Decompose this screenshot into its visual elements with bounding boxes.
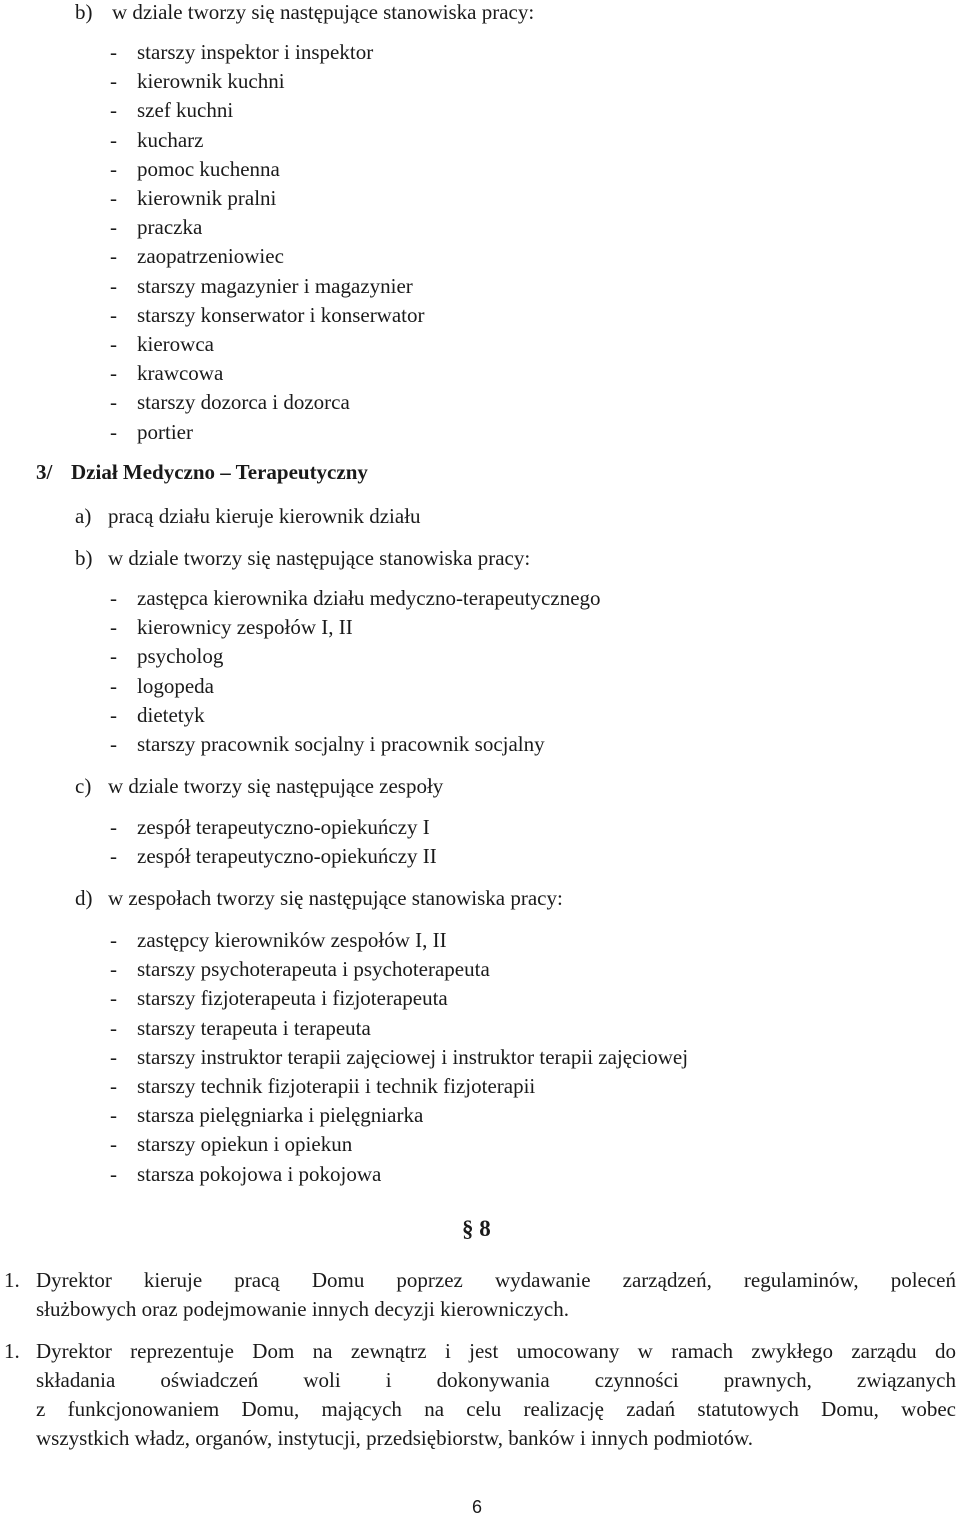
list-item: starszy psychoterapeuta i psychoterapeuta	[137, 957, 490, 982]
list-item: starszy dozorca i dozorca	[137, 390, 350, 415]
point-line: Dyrektor kieruje pracą Domu poprzez wydawanie zarządzeń, regulaminów, poleceń	[36, 1268, 956, 1292]
list-item: pomoc kuchenna	[137, 156, 280, 181]
list-dash: -	[110, 986, 117, 1011]
dzial3-d-text: w zespołach tworzy się następujące stanowiska pracy:	[108, 886, 563, 910]
list-dash: -	[110, 390, 117, 415]
list-dash: -	[110, 186, 117, 210]
point-line: wszystkich władz, organów, instytucji, przedsiębiorstw, banków i innych podmiotów.	[36, 1426, 753, 1450]
dzial3-d-marker: d)	[75, 886, 93, 910]
list-dash: -	[110, 1044, 117, 1069]
list-item: szef kuchni	[137, 98, 234, 123]
list-item: zespół terapeutyczno-opiekuńczy II	[137, 844, 437, 869]
list-dash: -	[110, 302, 117, 327]
dzial3-number: 3/	[36, 460, 53, 484]
paragraph8-point-1	[4, 1266, 956, 1324]
dzial3-a-text: pracą działu kieruje kierownik działu	[108, 504, 421, 528]
point-number: 1.	[4, 1268, 20, 1292]
list-item: kierownik pralni	[137, 186, 277, 210]
list-dash: -	[110, 644, 117, 669]
list-dash: -	[110, 615, 117, 640]
list-item: portier	[137, 419, 193, 444]
list-dash: -	[110, 1015, 117, 1040]
list-dash: -	[110, 957, 117, 982]
list-item: krawcowa	[137, 361, 224, 386]
list-dash: -	[110, 586, 117, 610]
list-item: starszy fizjoterapeuta i fizjoterapeuta	[137, 986, 448, 1011]
list-item: zaopatrzeniowiec	[137, 244, 284, 269]
list-dash: -	[110, 156, 117, 181]
list-item: zespół terapeutyczno-opiekuńczy I	[137, 815, 430, 839]
list-item: kucharz	[137, 127, 204, 152]
list-item: starszy instruktor terapii zajęciowej i instruktor terapii zajęciowej	[137, 1044, 689, 1069]
list-item: kierownicy zespołów I, II	[137, 615, 353, 640]
point-line: Dyrektor reprezentuje Dom na zewnątrz i jest umocowany w ramach zwykłego zarządu do	[36, 1339, 956, 1363]
list-dash: -	[110, 702, 117, 727]
list-item: kierowca	[137, 332, 214, 356]
list-dash: -	[110, 419, 117, 444]
point-line: składania oświadczeń woli i dokonywania czynności prawnych, związanych	[36, 1368, 956, 1392]
point-line: służbowych oraz podejmowanie innych decyzji kierowniczych.	[36, 1297, 569, 1321]
list-item: starszy opiekun i opiekun	[137, 1132, 353, 1157]
list-dash: -	[110, 332, 117, 356]
list-item: zastępcy kierowników zespołów I, II	[137, 928, 447, 952]
list-item: logopeda	[137, 673, 214, 698]
list-dash: -	[110, 69, 117, 94]
list-item: starszy konserwator i konserwator	[137, 302, 425, 327]
paragraph-mark: § 8	[462, 1216, 491, 1241]
list-item: starsza pielęgniarka i pielęgniarka	[137, 1103, 424, 1128]
list-item: psycholog	[137, 644, 224, 669]
point-line: z funkcjonowaniem Domu, mających na celu realizację zadań statutowych Domu, wobec	[36, 1397, 956, 1421]
list-item: starszy inspektor i inspektor	[137, 40, 374, 64]
point-number: 1.	[4, 1339, 20, 1363]
section-b-heading: w dziale tworzy się następujące stanowiska pracy:	[112, 0, 535, 24]
list-item: starszy terapeuta i terapeuta	[137, 1015, 371, 1040]
list-dash: -	[110, 673, 117, 698]
list-dash: -	[110, 361, 117, 386]
list-item: dietetyk	[137, 702, 205, 727]
list-item: kierownik kuchni	[137, 69, 285, 94]
list-dash: -	[110, 1103, 117, 1128]
section-b-marker: b)	[75, 0, 93, 24]
list-dash: -	[110, 1132, 117, 1157]
list-dash: -	[110, 844, 117, 869]
list-dash: -	[110, 127, 117, 152]
list-item: starszy technik fizjoterapii i technik fizjoterapii	[137, 1074, 536, 1098]
dzial3-c-marker: c)	[75, 774, 92, 798]
list-dash: -	[110, 40, 117, 64]
list-dash: -	[110, 1161, 117, 1186]
list-item: starszy magazynier i magazynier	[137, 273, 413, 298]
dzial3-b-text: w dziale tworzy się następujące stanowiska pracy:	[108, 546, 531, 570]
list-dash: -	[110, 928, 117, 952]
dzial3-a-marker: a)	[75, 504, 92, 528]
list-dash: -	[110, 815, 117, 839]
dzial3-title: Dział Medyczno – Terapeutyczny	[71, 460, 368, 484]
dzial3-c-text: w dziale tworzy się następujące zespoły	[108, 774, 444, 798]
list-item: zastępca kierownika działu medyczno-terapeutycznego	[137, 586, 601, 610]
list-dash: -	[110, 244, 117, 269]
list-item: starsza pokojowa i pokojowa	[137, 1161, 382, 1186]
dzial3-b-marker: b)	[75, 546, 93, 570]
list-item: praczka	[137, 215, 203, 240]
list-dash: -	[110, 215, 117, 240]
paragraph8-point-2	[4, 1337, 956, 1453]
page-number: 6	[472, 1497, 483, 1517]
list-dash: -	[110, 98, 117, 123]
list-item: starszy pracownik socjalny i pracownik socjalny	[137, 732, 545, 756]
list-dash: -	[110, 273, 117, 298]
list-dash: -	[110, 1074, 117, 1098]
list-dash: -	[110, 732, 117, 756]
